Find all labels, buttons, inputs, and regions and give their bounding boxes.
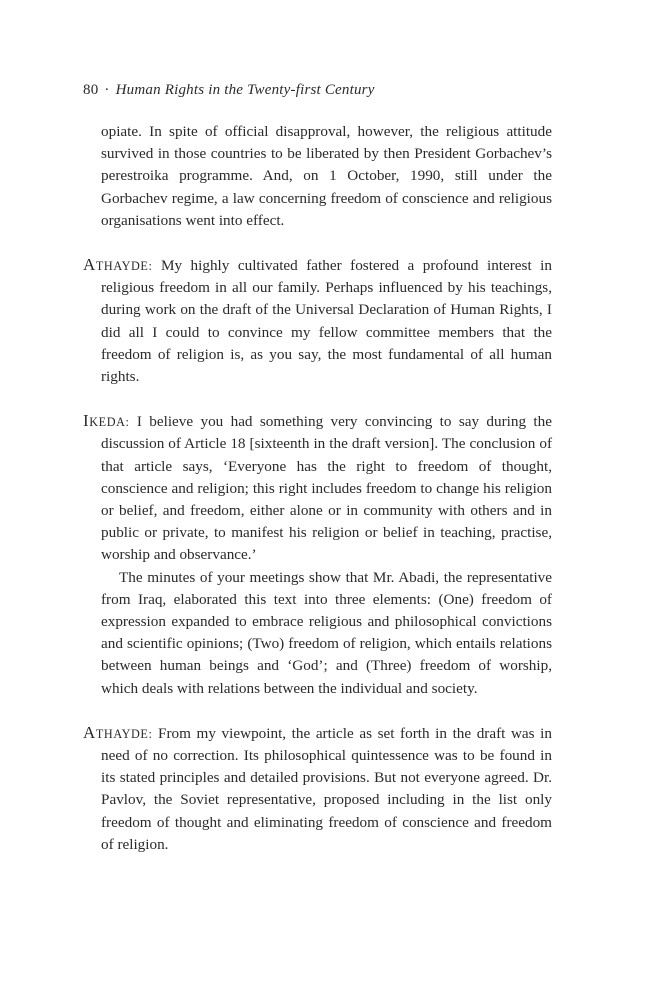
- speech-ikeda: [83, 410, 552, 566]
- speaker-name: ATHAYDE:: [83, 255, 153, 275]
- book-title: Human Rights in the Twenty-first Century: [115, 82, 375, 98]
- speech-athayde-2: [83, 722, 552, 856]
- speech-text: I believe you had something very convincing to say during the discussion of Article 18 [sixteenth in the draft version]. The conclusion of that article says, ‘Everyone has the right to freedom of thought, conscience and religion; this right includes freedom to change his religion or belief, and freedom, either alone or in community with others and in public or private, to manifest his religion or belief in teaching, practise, worship and observance.’: [101, 413, 552, 564]
- speech-ikeda-continued: The minutes of your meetings show that Mr. Abadi, the representative from Iraq, elaborated this text into three elements: (One) freedom of expression expanded to embrace religious and philosophical convictions and scientific opinions; (Two) freedom of religion, which entails relations between human beings and ‘God’; and (Three) freedom of worship, which deals with relations between the individual and society.: [101, 568, 552, 697]
- running-head: [83, 82, 375, 99]
- page-body: [83, 121, 552, 856]
- running-head-separator: ·: [104, 82, 110, 98]
- continued-paragraph: opiate. In spite of official disapproval, however, the religious attitude survived in those countries to be liberated by then President Gorbachev’s perestroika programme. And, on 1 October, 1990, still under the Gorbachev regime, a law concerning freedom of conscience and religious organisations went into effect.: [101, 123, 552, 229]
- page-number: 80: [83, 82, 99, 98]
- speech-text: From my viewpoint, the article as set forth in the draft was in need of no correction. Its philosophical quintessence was to be found in its stated principles and detailed provisions. But not everyone agreed. Dr. Pavlov, the Soviet representative, proposed including in the list only freedom of thought and eliminating freedom of conscience and freedom of religion.: [101, 724, 552, 853]
- speech-athayde-1: [83, 254, 552, 388]
- speech-text: My highly cultivated father fostered a profound interest in religious freedom in all our family. Perhaps influenced by his teachings, during work on the draft of the Universal Declaration of Human Rights, I did all I could to convince my fellow committee members that the freedom of religion is, as you say, the most fundamental of all human rights.: [101, 257, 552, 386]
- speaker-name: IKEDA:: [83, 411, 130, 431]
- speaker-name: ATHAYDE:: [83, 722, 153, 742]
